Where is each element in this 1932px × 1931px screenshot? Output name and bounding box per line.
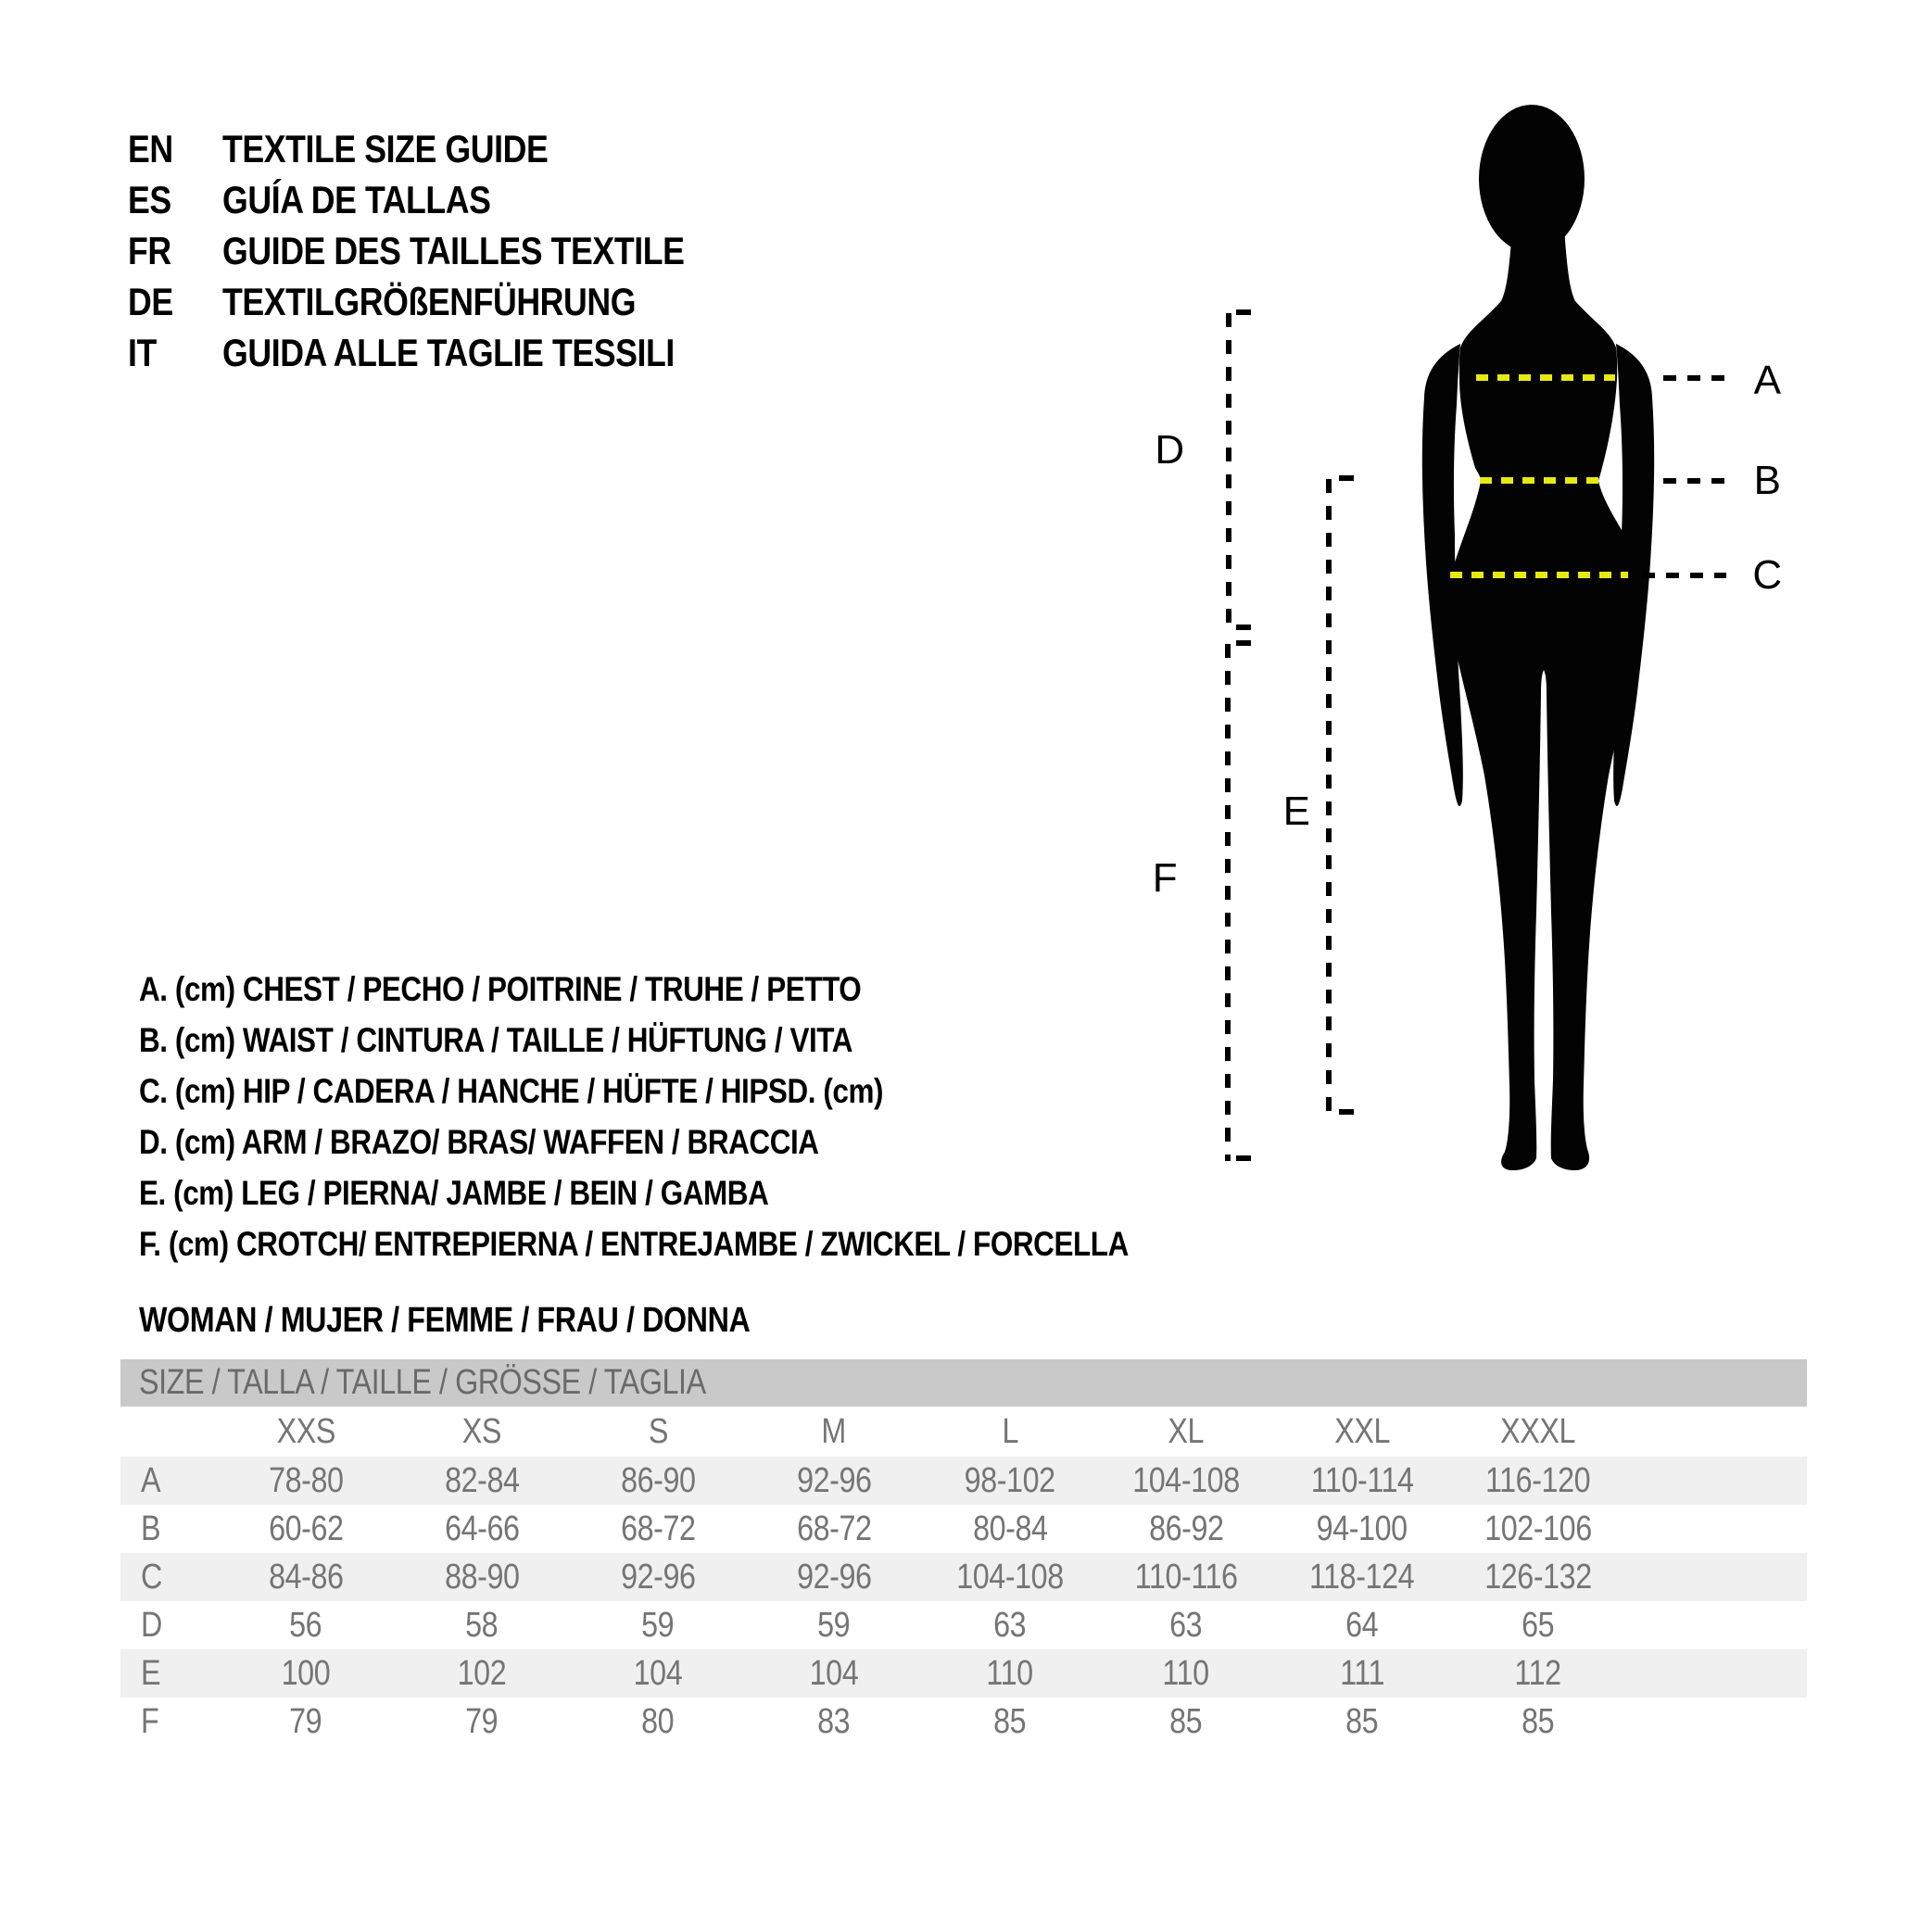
language-row <box>128 174 538 225</box>
cell-value: 85 <box>1522 1701 1555 1741</box>
table-cell <box>746 1702 922 1742</box>
figure-label-arm: D <box>1155 427 1184 473</box>
row-label <box>120 1558 218 1597</box>
cell-value: 78-80 <box>268 1460 344 1500</box>
language-row <box>128 276 709 327</box>
table-cell <box>1098 1606 1274 1646</box>
legend-line <box>139 964 989 1015</box>
table-cell <box>1450 1702 1626 1742</box>
table-cell <box>394 1558 570 1597</box>
cell-value: 110-114 <box>1310 1460 1414 1500</box>
cell-value: 82-84 <box>444 1460 520 1500</box>
row-label <box>120 1461 218 1501</box>
guide-title: GUIDA ALLE TAGLIE TESSILI <box>222 330 675 374</box>
row-label-text: D <box>141 1605 162 1645</box>
cell-value: 85 <box>1169 1701 1203 1741</box>
table-cell <box>746 1606 922 1646</box>
hip-measure-dash-yellow <box>1450 572 1628 578</box>
table-row-leg <box>120 1649 1807 1698</box>
cell-value: 116-120 <box>1485 1460 1591 1500</box>
cell-value: 79 <box>465 1701 499 1741</box>
table-cell <box>922 1461 1098 1501</box>
table-row-chest <box>120 1457 1807 1505</box>
table-cell <box>570 1606 746 1646</box>
size-column-header <box>218 1412 394 1452</box>
table-cell <box>1450 1606 1626 1646</box>
table-cell <box>922 1558 1098 1597</box>
table-cell <box>218 1509 394 1549</box>
guide-title: TEXTILGRÖßENFÜHRUNG <box>222 279 637 323</box>
table-cell <box>218 1654 394 1694</box>
row-label-text: A <box>141 1460 161 1500</box>
cell-value: 80 <box>641 1701 675 1741</box>
cell-value: 68-72 <box>620 1508 696 1548</box>
size-table <box>120 1359 1807 1746</box>
table-cell <box>1450 1461 1626 1501</box>
row-label <box>120 1654 218 1694</box>
cell-value: 80-84 <box>972 1508 1048 1548</box>
silhouette-body <box>1450 227 1644 1170</box>
size-label: S <box>648 1411 668 1451</box>
table-cell <box>1274 1558 1450 1597</box>
table-cell <box>570 1509 746 1549</box>
hip-measure-dash-black <box>1642 573 1726 578</box>
row-label-text: F <box>141 1701 159 1741</box>
size-column-header <box>746 1412 922 1452</box>
guide-title: GUIDE DES TAILLES TEXTILE <box>222 228 685 272</box>
cell-value: 102-106 <box>1484 1508 1592 1548</box>
leg-measure-tick-top <box>1339 475 1354 481</box>
cell-value: 92-96 <box>620 1557 696 1597</box>
table-cell <box>746 1461 922 1501</box>
silhouette-head <box>1479 105 1585 253</box>
guide-title: GUÍA DE TALLAS <box>222 177 491 221</box>
table-cell <box>1450 1558 1626 1597</box>
cell-value: 110-116 <box>1134 1557 1238 1597</box>
language-row <box>128 327 754 378</box>
size-table-header-text: SIZE / TALLA / TAILLE / GRÖSSE / TAGLIA <box>139 1363 706 1402</box>
table-row-waist <box>120 1505 1807 1553</box>
legend-line <box>139 1066 1015 1117</box>
cell-value: 64-66 <box>444 1508 520 1548</box>
language-code: ES <box>128 177 171 221</box>
row-label-text: E <box>141 1653 161 1693</box>
table-row-hip <box>120 1553 1807 1601</box>
table-cell <box>394 1654 570 1694</box>
cell-value: 112 <box>1514 1653 1562 1693</box>
size-label: L <box>1002 1411 1018 1451</box>
cell-value: 83 <box>817 1701 851 1741</box>
cell-value: 60-62 <box>268 1508 344 1548</box>
cell-value: 63 <box>993 1605 1027 1645</box>
table-cell <box>218 1606 394 1646</box>
chest-measure-dash-yellow <box>1476 374 1615 381</box>
cell-value: 110 <box>1162 1653 1210 1693</box>
legend-line <box>139 1117 939 1167</box>
legend-text: D. (cm) ARM / BRAZO/ BRAS/ WAFFEN / BRACCIA <box>139 1122 819 1161</box>
table-cell <box>218 1558 394 1597</box>
legend-line <box>139 1015 979 1066</box>
legend-text: F. (cm) CROTCH/ ENTREPIERNA / ENTREJAMBE / ZWICKEL / FORCELLA <box>139 1224 1129 1263</box>
size-label: XXXL <box>1500 1411 1576 1451</box>
figure-label-waist: B <box>1753 458 1781 503</box>
table-cell <box>1274 1461 1450 1501</box>
woman-silhouette-icon <box>1371 97 1705 1177</box>
cell-value: 79 <box>289 1701 322 1741</box>
table-cell <box>1098 1509 1274 1549</box>
cell-value: 111 <box>1340 1653 1384 1693</box>
legend-text: C. (cm) HIP / CADERA / HANCHE / HÜFTE / HIPSD. (cm) <box>139 1071 884 1110</box>
cell-value: 68-72 <box>796 1508 872 1548</box>
size-label: M <box>821 1411 847 1451</box>
cell-value: 92-96 <box>796 1557 872 1597</box>
cell-value: 56 <box>289 1605 322 1645</box>
figure-label-chest: A <box>1753 358 1781 403</box>
cell-value: 59 <box>641 1605 675 1645</box>
size-column-header <box>394 1412 570 1452</box>
table-cell <box>1098 1558 1274 1597</box>
cell-value: 85 <box>993 1701 1027 1741</box>
crotch-measure-tick-top <box>1236 640 1251 646</box>
size-column-header <box>570 1412 746 1452</box>
cell-value: 86-92 <box>1148 1508 1224 1548</box>
size-label: XS <box>461 1411 502 1451</box>
cell-value: 104-108 <box>1132 1460 1240 1500</box>
table-cell <box>570 1558 746 1597</box>
cell-value: 59 <box>817 1605 851 1645</box>
table-cell <box>922 1654 1098 1694</box>
figure-label-leg: E <box>1282 789 1310 834</box>
figure-label-crotch: F <box>1152 855 1178 901</box>
table-cell <box>1098 1702 1274 1742</box>
cell-value: 63 <box>1169 1605 1203 1645</box>
table-cell <box>922 1606 1098 1646</box>
cell-value: 65 <box>1522 1605 1555 1645</box>
table-cell <box>394 1702 570 1742</box>
cell-value: 126-132 <box>1484 1557 1592 1597</box>
table-cell <box>746 1654 922 1694</box>
waist-measure-dash-yellow <box>1480 477 1606 484</box>
legend-line <box>139 1167 879 1218</box>
language-row <box>128 225 765 276</box>
size-column-header <box>1098 1412 1274 1452</box>
table-cell <box>1274 1654 1450 1694</box>
table-cell <box>1450 1509 1626 1549</box>
row-label-text: C <box>141 1557 162 1597</box>
legend-text: B. (cm) WAIST / CINTURA / TAILLE / HÜFTUNG / VITA <box>139 1020 853 1059</box>
size-table-sizes-row <box>120 1407 1807 1457</box>
size-label: XXS <box>276 1411 335 1451</box>
arm-measure-tick-bottom <box>1236 625 1251 630</box>
category-text: WOMAN / MUJER / FEMME / FRAU / DONNA <box>139 1301 751 1340</box>
size-table-header-bar <box>120 1359 1807 1407</box>
cell-value: 102 <box>457 1653 507 1693</box>
chest-measure-dash-black <box>1663 375 1726 381</box>
guide-title: TEXTILE SIZE GUIDE <box>222 126 549 170</box>
leg-measure-tick-bottom <box>1339 1109 1354 1115</box>
cell-value: 64 <box>1345 1605 1379 1645</box>
size-label: XXL <box>1334 1411 1390 1451</box>
arm-measure-line <box>1226 313 1231 630</box>
table-cell <box>570 1654 746 1694</box>
size-column-header <box>922 1412 1098 1452</box>
cell-value: 92-96 <box>796 1460 872 1500</box>
cell-value: 88-90 <box>444 1557 520 1597</box>
cell-value: 85 <box>1345 1701 1379 1741</box>
size-column-header <box>1274 1412 1450 1452</box>
cell-value: 104 <box>809 1653 859 1693</box>
table-cell <box>570 1461 746 1501</box>
table-cell <box>218 1461 394 1501</box>
table-cell <box>394 1509 570 1549</box>
table-row-crotch <box>120 1698 1807 1746</box>
category-heading <box>139 1295 858 1346</box>
legend-text: E. (cm) LEG / PIERNA/ JAMBE / BEIN / GAMBA <box>139 1173 769 1212</box>
table-cell <box>1098 1461 1274 1501</box>
language-code: IT <box>128 330 157 374</box>
figure-label-hip: C <box>1752 552 1782 598</box>
cell-value: 104 <box>633 1653 683 1693</box>
table-cell <box>218 1702 394 1742</box>
legend-line <box>139 1218 1303 1269</box>
table-cell <box>394 1461 570 1501</box>
table-cell <box>1450 1654 1626 1694</box>
waist-measure-dash-black <box>1663 478 1726 484</box>
cell-value: 104-108 <box>956 1557 1064 1597</box>
row-label <box>120 1509 218 1549</box>
table-cell <box>1274 1702 1450 1742</box>
crotch-measure-tick-bottom <box>1236 1155 1251 1161</box>
table-cell <box>1274 1509 1450 1549</box>
cell-value: 58 <box>465 1605 499 1645</box>
table-row-arm <box>120 1601 1807 1649</box>
cell-value: 100 <box>281 1653 331 1693</box>
row-label-text: B <box>141 1508 161 1548</box>
cell-value: 110 <box>986 1653 1034 1693</box>
language-row <box>128 123 605 174</box>
cell-value: 94-100 <box>1316 1508 1408 1548</box>
table-cell <box>922 1702 1098 1742</box>
cell-value: 86-90 <box>620 1460 696 1500</box>
table-cell <box>746 1509 922 1549</box>
table-cell <box>570 1702 746 1742</box>
table-cell <box>922 1509 1098 1549</box>
table-cell <box>746 1558 922 1597</box>
cell-value: 98-102 <box>964 1460 1056 1500</box>
language-code: EN <box>128 126 173 170</box>
row-label <box>120 1702 218 1742</box>
row-label <box>120 1606 218 1646</box>
language-code: FR <box>128 228 171 272</box>
cell-value: 118-124 <box>1309 1557 1415 1597</box>
table-cell <box>1098 1654 1274 1694</box>
table-cell <box>394 1606 570 1646</box>
arm-measure-tick-top <box>1236 309 1251 315</box>
size-column-header <box>1450 1412 1626 1452</box>
table-cell <box>1274 1606 1450 1646</box>
legend-text: A. (cm) CHEST / PECHO / POITRINE / TRUHE / PETTO <box>139 969 862 1008</box>
crotch-measure-line <box>1225 644 1231 1161</box>
size-label: XL <box>1168 1411 1205 1451</box>
cell-value: 84-86 <box>268 1557 344 1597</box>
language-code: DE <box>128 279 173 323</box>
